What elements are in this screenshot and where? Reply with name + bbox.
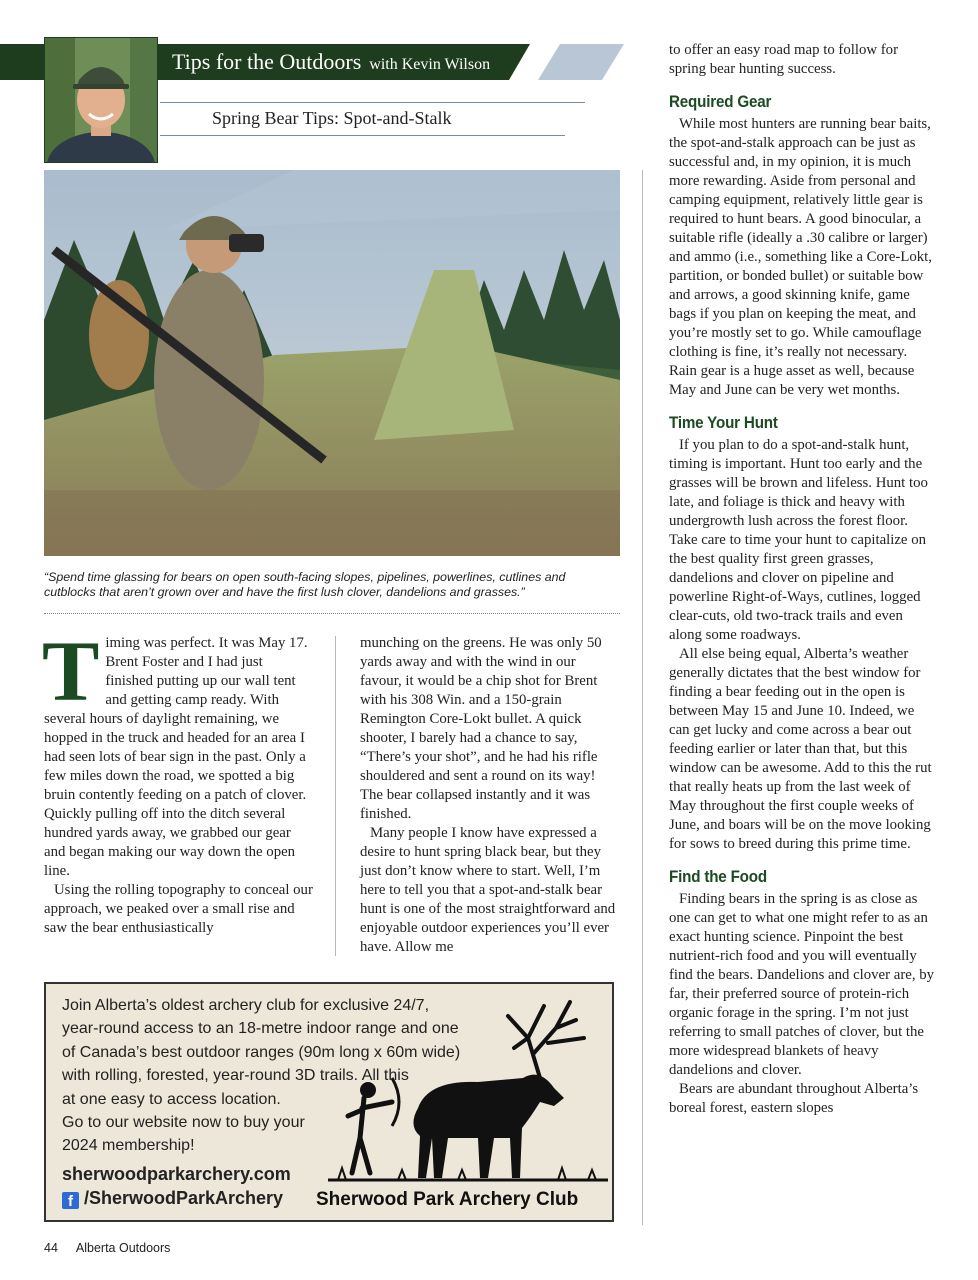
article-column-2 xyxy=(360,634,616,957)
column-title-text: Tips for the Outdoors xyxy=(172,49,362,74)
subtitle-rule-top xyxy=(160,102,585,103)
ad-line: at one easy to access location. xyxy=(62,1090,281,1108)
drop-cap: T xyxy=(42,623,100,719)
caption-divider xyxy=(44,613,620,614)
archery-club-ad[interactable] xyxy=(44,982,614,1222)
article-column-3 xyxy=(669,41,937,1118)
article-paragraph: Finding bears in the spring is as close as one can get to what one might refer to as an exact hunting science. Pinpoint the best nutrient-rich food and you will eventually find the bears. Dandelions and clover are, by far, their preferred source of protein-rich organic forage in the spring. I’m not just referring to small patches of clover, but the more widespread blankets of heavy dandelions and clover. xyxy=(669,891,935,1078)
ad-line: with rolling, forested, year-round 3D trails. All this xyxy=(62,1067,409,1085)
author-photo xyxy=(44,37,158,163)
ad-line: Go to our website now to buy your xyxy=(62,1114,305,1132)
page-number: 44 xyxy=(44,1241,58,1255)
photo-caption: “Spend time glassing for bears on open south-facing slopes, pipelines, powerlines, cutlines and cutblocks that aren’t grown over and have the first lush clover, dandelions and grasses.” xyxy=(44,570,566,599)
ad-facebook-link[interactable] xyxy=(62,1188,283,1209)
publication-name: Alberta Outdoors xyxy=(75,1241,171,1255)
article-paragraph: Timing was perfect. It was May 17. Brent Foster and I had just finished putting up our wall tent and getting camp ready. With several hours of daylight remaining, we hopped in the truck and headed for an area I had seen lots of bear sign in the past. Only a few miles down the road, we spotted a big bruin contently feeding on a patch of clover. Quickly pulling off into the ditch several hundred yards away, we grabbed our gear and began making our way down the open line. xyxy=(42,623,308,879)
article-subtitle: Spring Bear Tips: Spot-and-Stalk xyxy=(212,108,452,128)
banner-left-strip xyxy=(0,44,44,80)
section-heading-time-your-hunt: Time Your Hunt xyxy=(669,414,778,432)
ad-line: Join Alberta’s oldest archery club for exclusive 24/7, xyxy=(62,997,430,1014)
banner-accent-shape xyxy=(538,44,624,80)
article-paragraph: Many people I know have expressed a desire to hunt spring black bear, but they just don’t know where to start. Well, I’m here to tell you that a spot-and-stalk bear hunt is one of the most straightforward and enjoyable outdoor experiences you’ll ever have. Allow me xyxy=(360,825,616,955)
ad-website-link[interactable]: sherwoodparkarchery.com xyxy=(62,1164,291,1184)
article-paragraph: All else being equal, Alberta’s weather generally dictates that the best window for finding a bear feeding out in the open is between May 15 and June 10. Indeed, we can get lucky and come across a bear out feeding earlier or later than that, but this window can be awesome. Add to this the rut that really heats up from the last week of May throughout the first couple weeks of June, and boars will be on the move looking for sows to breed during this prime time. xyxy=(669,646,932,852)
ad-copy xyxy=(62,994,502,1158)
article-paragraph: If you plan to do a spot-and-stalk hunt, timing is important. Hunt too early and the grasses will be brown and lifeless. Hunt too late, and foliage is thick and heavy with undergrowth lush across the forest floor. Take care to time your hunt to capitalize on the best quality first green grasses, dandelions and clover on pipeline and powerline Right-of-Ways, cutlines, logged clear-cuts, old two-track trails and even along some roadways. xyxy=(669,437,928,643)
article-paragraph: Bears are abundant throughout Alberta’s boreal forest, eastern slopes xyxy=(669,1081,919,1116)
hero-photo xyxy=(44,170,620,556)
ad-line: of Canada’s best outdoor ranges (90m long x 60m wide) xyxy=(62,1043,461,1061)
subtitle-rule-bottom xyxy=(160,135,565,136)
column-divider xyxy=(335,636,336,956)
article-paragraph: While most hunters are running bear baits, the spot-and-stalk approach can be just as successful and, in my opinion, it is much more rewarding. Aside from personal and camping equipment, relatively little gear is required to hunt bears. A good binocular, a suitable rifle (ideally a .30 calibre or larger) and ammo (i.e., something like a Core-Lokt, partition, or bonded bullet) or suitable bow and arrows, a good skinning knife, game bags if you plan on keeping the meat, and you’re mostly set to go. While camouflage clothing is fine, it’s really not necessary. Rain gear is a huge asset as well, because May and June can be very wet months. xyxy=(669,116,932,398)
ad-club-name: Sherwood Park Archery Club xyxy=(316,1189,579,1210)
ad-line: 2024 membership! xyxy=(62,1137,195,1155)
column-byline: with Kevin Wilson xyxy=(369,56,491,73)
column-divider xyxy=(642,170,643,1225)
facebook-icon: f xyxy=(62,1192,79,1209)
page-footer xyxy=(44,1241,170,1255)
article-paragraph: to offer an easy road map to follow for spring bear hunting success. xyxy=(669,42,899,77)
article-paragraph: Using the rolling topography to conceal our approach, we peaked over a small rise and saw the bear enthusiastically xyxy=(44,882,313,936)
column-title xyxy=(172,46,490,81)
section-heading-required-gear: Required Gear xyxy=(669,93,772,111)
section-heading-find-the-food: Find the Food xyxy=(669,868,767,886)
ad-line: year-round access to an 18-metre indoor range and one xyxy=(62,1020,459,1038)
article-paragraph: munching on the greens. He was only 50 yards away and with the wind in our favour, it would be a chip shot for Brent with his 308 Win. and a 150-grain Remington Core-Lokt bullet. A quick shooter, I barely had a chance to say, “There’s your shot”, and he had his rifle shouldered and sent a round on its way! The bear collapsed instantly and it was finished. xyxy=(360,635,602,822)
ad-facebook-handle: /SherwoodParkArchery xyxy=(84,1188,284,1208)
article-column-1 xyxy=(42,623,314,938)
